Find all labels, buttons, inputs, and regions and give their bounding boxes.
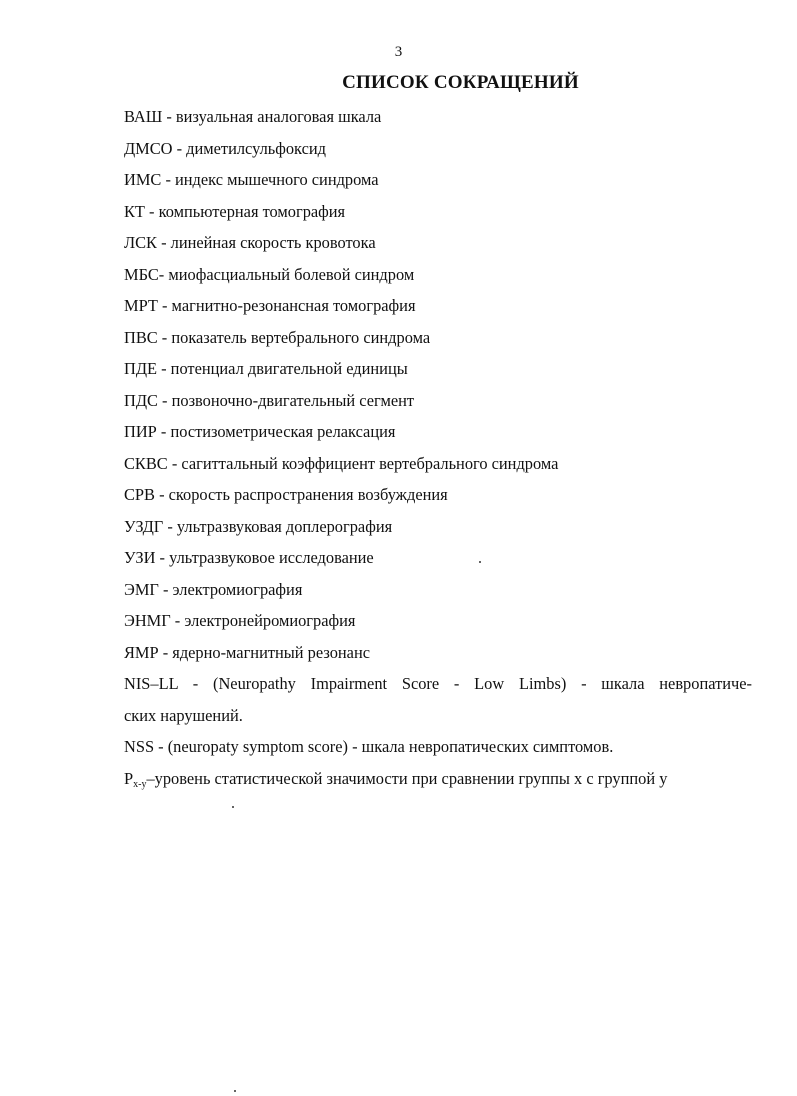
abbreviation-pde: ПДЕ - потенциал двигательной единицы [124, 359, 408, 378]
scan-speck [232, 806, 234, 808]
page-title: СПИСОК СОКРАЩЕНИЙ [342, 72, 579, 93]
abbreviation-pir: ПИР - постизометрическая релаксация [124, 422, 396, 441]
abbreviation-pvs: ПВС - показатель вертебрального синдрома [124, 327, 431, 347]
pxy-subscript: x-y [133, 778, 147, 790]
abbreviation-enmg: ЭНМГ - электронейромиография [124, 611, 356, 630]
abbreviation-uzdg: УЗДГ - ультразвуковая доплерография [124, 516, 393, 536]
abbreviation-pxy [124, 763, 752, 795]
abbreviation-nss: NSS - (neuropaty symptom score) - шкала невропатических симптомов. [124, 737, 614, 756]
abbreviation-kt: КТ - компьютерная томография [124, 201, 346, 221]
abbreviation-mbs: МБС- миофасциальный болевой синдром [124, 264, 415, 284]
scan-speck [479, 561, 481, 563]
abbreviation-pds: ПДС - позвоночно-двигательный сегмент [124, 390, 415, 410]
abbreviation-lsk: ЛСК - линейная скорость кровотока [124, 233, 376, 252]
abbreviation-ims: ИМС - индекс мышечного синдрома [124, 170, 379, 189]
abbreviation-srv: СРВ - скорость распространения возбуждения [124, 485, 448, 504]
abbreviation-uzi: УЗИ - ультразвуковое исследование [124, 548, 374, 567]
abbreviation-skvs: СКВС - сагиттальный коэффициент вертебрального синдрома [124, 453, 559, 473]
abbreviation-emg: ЭМГ - электромиография [124, 579, 303, 599]
abbreviation-nis-ll-line1: NIS–LL - (Neuropathy Impairment Score - Low Limbs) - шкала невропатиче- [124, 674, 752, 693]
scan-speck [234, 1090, 236, 1092]
abbreviation-nis-ll [124, 668, 752, 731]
pxy-text: –уровень статистической значимости при сравнении группы х с группой у [146, 768, 668, 788]
abbreviation-list [124, 101, 752, 794]
page-number: 3 [394, 44, 403, 60]
abbreviation-nis-ll-line2: ских нарушений. [124, 705, 243, 725]
abbreviation-dmso: ДМСО - диметилсульфоксид [124, 138, 326, 158]
abbreviation-vash: ВАШ - визуальная аналоговая шкала [124, 107, 382, 126]
abbreviation-yamr: ЯМР - ядерно-магнитный резонанс [124, 642, 371, 662]
abbreviation-mrt: МРТ - магнитно-резонансная томография [124, 296, 416, 315]
pxy-symbol: P [124, 768, 134, 788]
